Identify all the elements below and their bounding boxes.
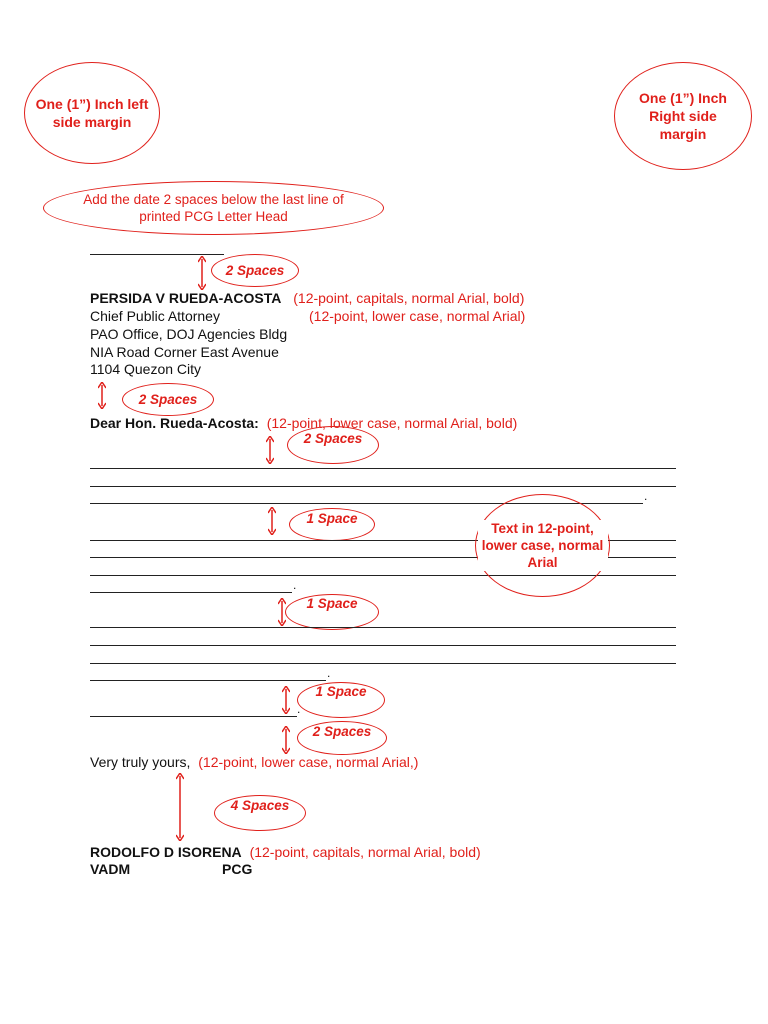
space-label: 1 Space — [315, 684, 367, 699]
body-line — [90, 663, 676, 664]
addressee-name: PERSIDA V RUEDA-ACOSTA — [90, 290, 282, 306]
space-oval — [211, 254, 299, 287]
date-note-oval — [43, 181, 384, 235]
space-label: 2 Spaces — [138, 392, 198, 407]
body-line — [90, 645, 676, 646]
body-line — [90, 468, 676, 469]
text-note-oval — [475, 494, 610, 597]
space-oval — [287, 426, 379, 464]
space-oval — [285, 594, 379, 630]
period-mark: . — [293, 578, 297, 592]
signatory-rank: VADM — [90, 861, 131, 877]
space-label: 2 Spaces — [303, 431, 363, 446]
signatory-name: RODOLFO D ISORENA — [90, 844, 242, 860]
addressee-office: PAO Office, DOJ Agencies Bldg — [90, 326, 288, 342]
space-oval — [297, 682, 385, 718]
space-label: 1 Space — [306, 596, 358, 611]
addressee-title: Chief Public Attorney — [90, 308, 220, 324]
space-oval — [289, 508, 375, 541]
signatory-row — [90, 843, 481, 861]
spacing-arrow — [176, 773, 184, 841]
signatory-name-note: (12-point, capitals, normal Arial, bold) — [249, 844, 481, 860]
right-margin-note: One (1”) Inch Right side margin — [639, 90, 727, 142]
addressee-city: 1104 Quezon City — [90, 361, 202, 377]
date-line — [90, 254, 224, 255]
addressee-road: NIA Road Corner East Avenue — [90, 344, 279, 360]
body-line — [90, 592, 292, 593]
text-note: Text in 12-point, lower case, normal Arial — [478, 520, 608, 571]
date-note: Add the date 2 spaces below the last line of printed PCG Letter Head — [83, 192, 344, 224]
addressee-name-note: (12-point, capitals, normal Arial, bold) — [293, 290, 525, 306]
left-margin-note: One (1”) Inch left side margin — [35, 96, 149, 130]
space-oval — [122, 383, 214, 416]
spacing-arrow — [98, 382, 106, 409]
space-label: 4 Spaces — [230, 798, 290, 813]
period-mark: . — [327, 666, 331, 680]
body-line — [90, 627, 676, 628]
left-margin-oval — [24, 62, 160, 164]
space-label: 2 Spaces — [225, 263, 285, 278]
addressee-title-note: (12-point, lower case, normal Arial) — [309, 308, 526, 324]
closing-row — [90, 753, 418, 771]
addressee-name-row — [90, 289, 524, 307]
period-mark: . — [297, 702, 301, 716]
body-line — [90, 716, 297, 717]
spacing-arrow — [198, 256, 206, 290]
space-label: 2 Spaces — [312, 724, 372, 739]
space-oval — [297, 721, 387, 755]
space-oval — [214, 795, 306, 831]
closing-note: (12-point, lower case, normal Arial,) — [198, 754, 419, 770]
closing: Very truly yours, — [90, 754, 191, 770]
salutation-note: (12-point, lower case, normal Arial, bold) — [266, 415, 518, 431]
signatory-unit: PCG — [222, 861, 253, 877]
body-line — [90, 680, 326, 681]
period-mark: . — [644, 489, 648, 503]
spacing-arrow — [282, 686, 290, 714]
spacing-arrow — [268, 507, 276, 535]
spacing-arrow — [282, 726, 290, 754]
space-label: 1 Space — [306, 511, 358, 526]
spacing-arrow — [266, 436, 274, 464]
salutation: Dear Hon. Rueda-Acosta: — [90, 415, 259, 431]
right-margin-oval — [614, 62, 752, 170]
body-line — [90, 486, 676, 487]
